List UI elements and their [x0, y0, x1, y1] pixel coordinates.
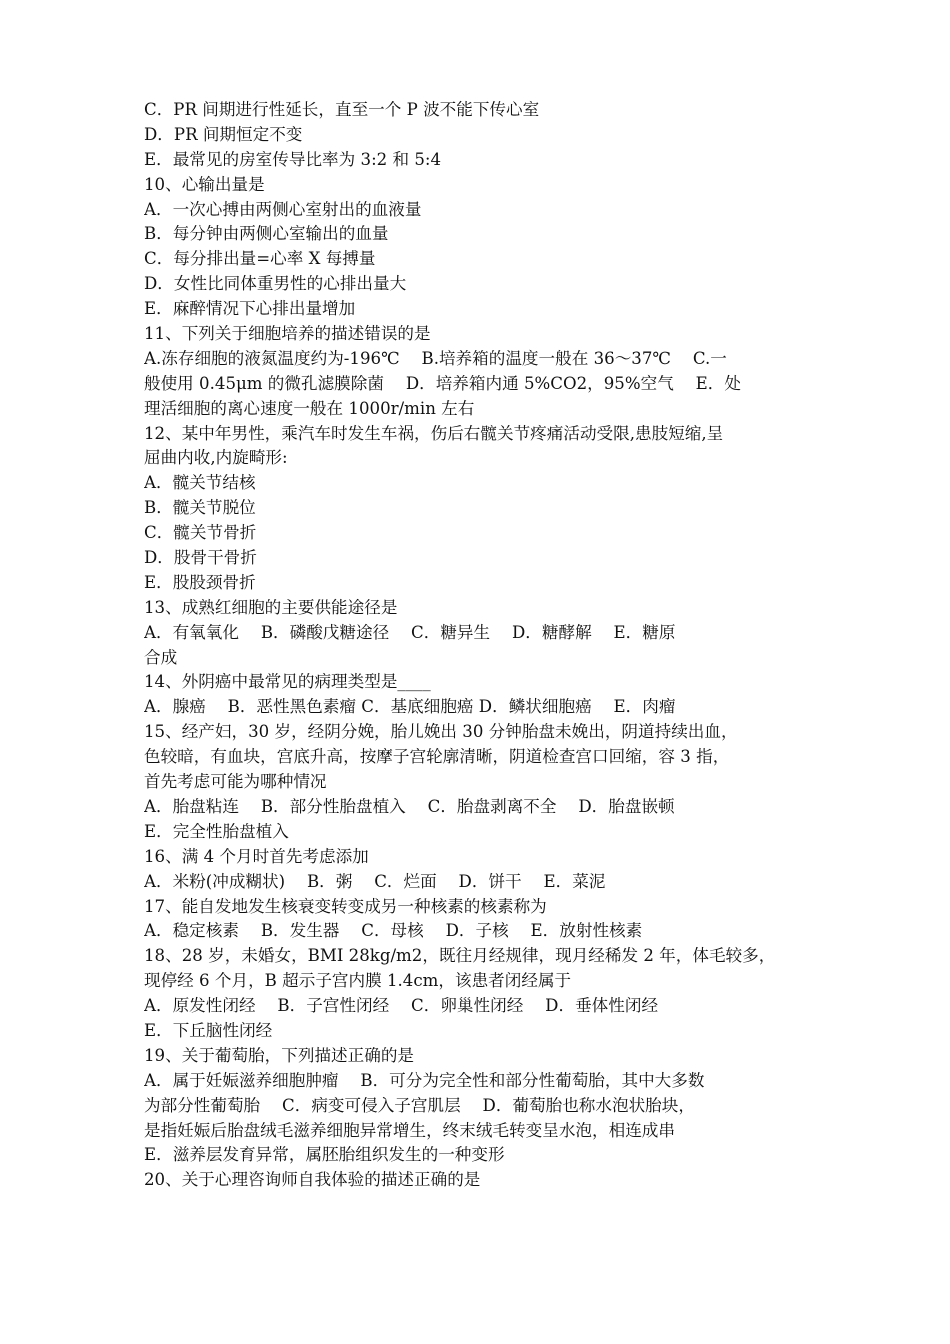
text-line: C．髋关节骨折 — [144, 523, 257, 543]
question-line: 20、关于心理咨询师自我体验的描述正确的是 — [144, 1170, 481, 1190]
text-line: E．完全性胎盘植入 — [144, 821, 289, 841]
text-line: A．稳定核素 B．发生器 C．母核 D．子核 E．放射性核素 — [144, 921, 643, 941]
text-line: A．属于妊娠滋养细胞肿瘤 B．可分为完全性和部分性葡萄胎，其中大多数 — [144, 1070, 705, 1090]
text-line: D．PR 间期恒定不变 — [144, 124, 303, 144]
text-line: A．一次心搏由两侧心室射出的血液量 — [144, 199, 422, 219]
text-line: 合成 — [144, 647, 178, 667]
text-line: D．股骨干骨折 — [144, 548, 257, 568]
text-line: A．米粉(冲成糊状) B．粥 C．烂面 D．饼干 E．菜泥 — [144, 871, 606, 891]
text-line: A．髋关节结核 — [144, 473, 256, 493]
question-line: 11、下列关于细胞培养的描述错误的是 — [144, 324, 431, 344]
text-line: A.冻存细胞的液氮温度约为-196℃ B.培养箱的温度一般在 36～37℃ C.一 — [144, 348, 727, 368]
text-line: 首先考虑可能为哪种情况 — [144, 772, 327, 792]
text-line: 屈曲内收,内旋畸形: — [144, 448, 288, 468]
text-line: E．最常见的房室传导比率为 3:2 和 5:4 — [144, 149, 442, 169]
text-line: D．女性比同体重男性的心排出量大 — [144, 274, 407, 294]
text-line: 色较暗，有血块，宫底升高，按摩子宫轮廓清晰，阴道检查宫口回缩，容 3 指， — [144, 747, 730, 767]
text-line: A．有氧氧化 B．磷酸戊糖途径 C．糖异生 D．糖酵解 E．糖原 — [144, 622, 676, 642]
question-line: 17、能自发地发生核衰变转变成另一种核素的核素称为 — [144, 896, 547, 916]
document-body — [144, 98, 812, 1193]
text-line: 是指妊娠后胎盘绒毛滋养细胞异常增生，终末绒毛转变呈水泡，相连成串 — [144, 1120, 675, 1140]
text-line: E．股股颈骨折 — [144, 572, 256, 592]
question-line: 13、成熟红细胞的主要供能途径是 — [144, 597, 398, 617]
question-line: 12、某中年男性，乘汽车时发生车祸，伤后右髋关节疼痛活动受限,患肢短缩,呈 — [144, 423, 724, 443]
text-line: B．髋关节脱位 — [144, 498, 256, 518]
question-line: 19、关于葡萄胎，下列描述正确的是 — [144, 1045, 415, 1065]
text-line: A．原发性闭经 B．子宫性闭经 C．卵巢性闭经 D．垂体性闭经 — [144, 996, 659, 1016]
question-line: 14、外阴癌中最常见的病理类型是____ — [144, 672, 431, 692]
text-line: C．PR 间期进行性延长，直至一个 P 波不能下传心室 — [144, 100, 540, 119]
text-line: 现停经 6 个月，B 超示子宫内膜 1.4cm，该患者闭经属于 — [144, 971, 572, 991]
question-line: 15、经产妇，30 岁，经阴分娩，胎儿娩出 30 分钟胎盘未娩出，阴道持续出血， — [144, 722, 738, 742]
text-line: E．下丘脑性闭经 — [144, 1020, 273, 1040]
text-line: E．滋养层发育异常，属胚胎组织发生的一种变形 — [144, 1145, 505, 1165]
text-line: B．每分钟由两侧心室输出的血量 — [144, 224, 389, 244]
question-line: 18、28 岁，未婚女，BMI 28kg/m2，既往月经规律，现月经稀发 2 年，体毛较多， — [144, 946, 776, 966]
text-line: A．胎盘粘连 B．部分性胎盘植入 C．胎盘剥离不全 D．胎盘嵌顿 — [144, 796, 675, 816]
text-line: 般使用 0.45μm 的微孔滤膜除菌 D．培养箱内通 5%CO2，95%空气 E．处 — [144, 373, 741, 393]
question-line: 10、心输出量是 — [144, 174, 265, 194]
question-line: 16、满 4 个月时首先考虑添加 — [144, 846, 369, 866]
text-line: 理活细胞的离心速度一般在 1000r/min 左右 — [144, 398, 475, 418]
text-line: A．腺癌 B．恶性黑色素瘤 C．基底细胞癌 D．鳞状细胞癌 E．肉瘤 — [144, 697, 676, 717]
text-line: C．每分排出量=心率 X 每搏量 — [144, 249, 376, 269]
text-line: 为部分性葡萄胎 C．病变可侵入子宫肌层 D．葡萄胎也称水泡状胎块， — [144, 1095, 695, 1115]
text-line: E．麻醉情况下心排出量增加 — [144, 299, 356, 319]
